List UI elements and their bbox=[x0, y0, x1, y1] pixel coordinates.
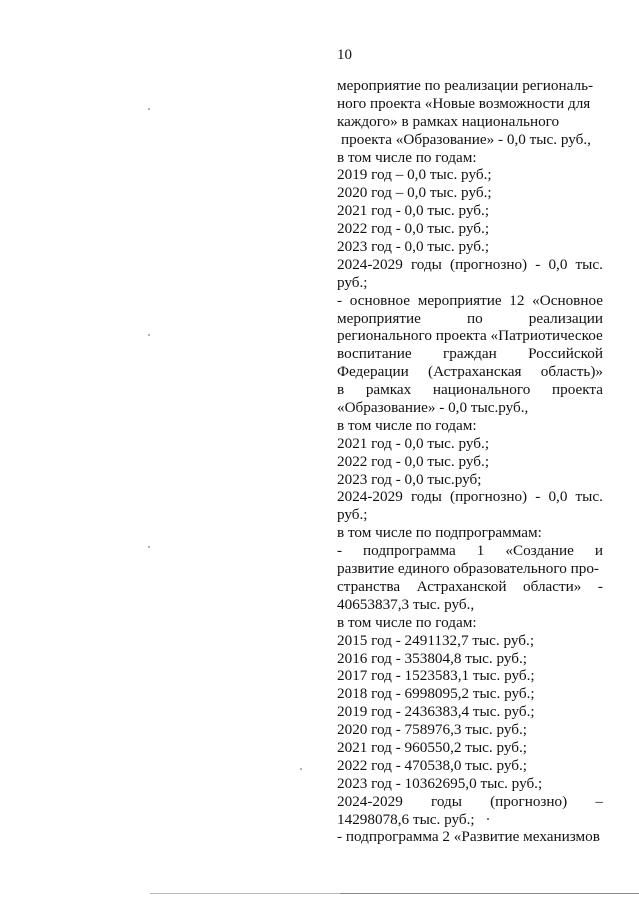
text-word: годы bbox=[410, 488, 442, 506]
text-word: 2024-2029 bbox=[337, 792, 403, 810]
text-word: воспитание bbox=[337, 345, 412, 363]
text-word: - bbox=[337, 291, 343, 309]
scan-artifact-dot bbox=[148, 334, 150, 336]
text-word: - bbox=[535, 488, 541, 506]
text-line: 2021 год - 0,0 тыс. руб.; bbox=[337, 434, 490, 452]
text-line: регионального проекта «Патриотическое bbox=[337, 327, 603, 345]
text-word: - bbox=[535, 255, 541, 273]
text-line: руб.; bbox=[337, 273, 368, 291]
text-line: в том числе по годам: bbox=[337, 148, 477, 166]
text-line bbox=[337, 381, 603, 399]
text-line: развитие единого образовательного про- bbox=[337, 560, 599, 578]
text-word: область)» bbox=[540, 363, 603, 381]
text-line: 2022 год - 0,0 тыс. руб.; bbox=[337, 220, 490, 238]
text-line: 2021 год - 0,0 тыс. руб.; bbox=[337, 202, 490, 220]
text-word: Российской bbox=[528, 345, 603, 363]
text-line: 2021 год - 960550,2 тыс. руб.; bbox=[337, 738, 528, 756]
text-line bbox=[337, 793, 603, 811]
text-line: в том числе по годам: bbox=[337, 613, 477, 631]
text-word: мероприятие bbox=[417, 291, 502, 309]
text-line: 14298078,6 тыс. руб.; bbox=[337, 810, 475, 828]
text-word: 12 bbox=[509, 291, 525, 309]
text-word: тыс. bbox=[575, 255, 603, 273]
text-line bbox=[337, 256, 603, 274]
text-line: - подпрограмма 2 «Развитие механизмов bbox=[337, 828, 600, 846]
text-word: (прогнозно) bbox=[450, 255, 528, 273]
text-word: Астраханской bbox=[416, 577, 507, 595]
text-line bbox=[337, 345, 603, 363]
text-line: 40653837,3 тыс. руб., bbox=[337, 595, 475, 613]
text-word: - bbox=[597, 577, 603, 595]
text-word: 1 bbox=[476, 542, 485, 560]
text-line: руб.; bbox=[337, 506, 368, 524]
text-word: 0,0 bbox=[548, 255, 568, 273]
text-word: Федерации bbox=[337, 363, 409, 381]
document-text-column bbox=[337, 77, 603, 846]
text-word: национального bbox=[432, 381, 531, 399]
text-line: 2017 год - 1523583,1 тыс. руб.; bbox=[337, 667, 535, 685]
text-line: 2018 год - 6998095,2 тыс. руб.; bbox=[337, 685, 535, 703]
text-word: граждан bbox=[443, 345, 497, 363]
text-word: 2024-2029 bbox=[337, 488, 403, 506]
text-line: мероприятие по реализации региональ- bbox=[337, 77, 594, 94]
scan-artifact-dot bbox=[148, 108, 150, 110]
text-word: 2024-2029 bbox=[337, 255, 403, 273]
text-line: 2020 год – 0,0 тыс. руб.; bbox=[337, 184, 492, 202]
text-line: 2023 год - 0,0 тыс. руб.; bbox=[337, 238, 490, 256]
text-line: 2020 год - 758976,3 тыс. руб.; bbox=[337, 721, 528, 739]
page-number: 10 bbox=[337, 47, 352, 63]
text-word: реализации bbox=[528, 309, 603, 327]
text-word: подпрограмма bbox=[363, 542, 456, 560]
text-word: (прогнозно) bbox=[490, 792, 568, 810]
text-word: мероприятие bbox=[337, 309, 421, 327]
text-word: (Астраханская bbox=[428, 363, 522, 381]
text-word: проекта bbox=[551, 381, 603, 399]
text-word: «Создание bbox=[505, 542, 574, 560]
text-line: 2023 год - 10362695,0 тыс. руб.; bbox=[337, 774, 543, 792]
text-word: по bbox=[466, 309, 483, 327]
text-word: тыс. bbox=[575, 488, 603, 506]
text-word: годы bbox=[410, 255, 442, 273]
text-line: ного проекта «Новые возможности для bbox=[337, 94, 591, 112]
scan-artifact-dot bbox=[300, 768, 302, 770]
text-line: 2022 год - 470538,0 тыс. руб.; bbox=[337, 756, 528, 774]
text-line bbox=[337, 542, 603, 560]
text-line: 2015 год - 2491132,7 тыс. руб.; bbox=[337, 631, 535, 649]
text-line bbox=[337, 363, 603, 381]
text-line: проекта «Образование» - 0,0 тыс. руб., bbox=[341, 130, 591, 148]
text-word: основное bbox=[349, 291, 411, 309]
text-line bbox=[337, 310, 603, 328]
text-word: - bbox=[337, 542, 343, 560]
text-line: 2016 год - 353804,8 тыс. руб.; bbox=[337, 649, 528, 667]
text-word: 0,0 bbox=[548, 488, 568, 506]
scan-edge-line bbox=[340, 893, 639, 894]
text-line: 2023 год - 0,0 тыс.руб; bbox=[337, 470, 482, 488]
text-line: каждого» в рамках национального bbox=[337, 112, 560, 130]
text-line bbox=[337, 488, 603, 506]
text-line: 2019 год – 0,0 тыс. руб.; bbox=[337, 166, 492, 184]
text-line: «Образование» - 0,0 тыс.руб., bbox=[337, 399, 529, 417]
text-line bbox=[337, 292, 603, 310]
text-line bbox=[337, 578, 603, 596]
text-word: области» bbox=[523, 577, 582, 595]
text-line: 2022 год - 0,0 тыс. руб.; bbox=[337, 452, 490, 470]
text-word: и bbox=[594, 542, 603, 560]
scan-artifact-dot bbox=[487, 818, 489, 820]
text-word: «Основное bbox=[532, 291, 603, 309]
scan-artifact-dot bbox=[148, 546, 150, 548]
text-word: годы bbox=[430, 792, 462, 810]
text-word: рамках bbox=[365, 381, 412, 399]
text-line: в том числе по годам: bbox=[337, 416, 477, 434]
text-word: в bbox=[337, 381, 345, 399]
text-word: – bbox=[595, 792, 603, 810]
text-word: (прогнозно) bbox=[450, 488, 528, 506]
text-line: 2019 год - 2436383,4 тыс. руб.; bbox=[337, 703, 535, 721]
text-line: в том числе по подпрограммам: bbox=[337, 524, 542, 542]
text-word: странства bbox=[337, 577, 401, 595]
